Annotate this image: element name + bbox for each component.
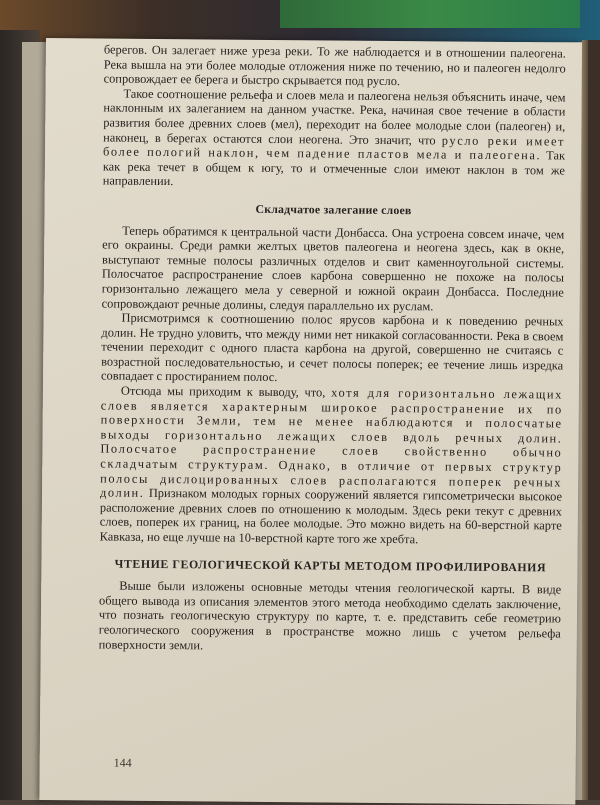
book-page [39, 38, 582, 805]
paragraph-text: Так как река течет в общем к югу, то и отмеченные слои имеют наклон в том же направлении. [102, 148, 566, 189]
section-heading: Складчатое залегание слоев [255, 201, 412, 218]
paragraph: берегов. Он залегает ниже уреза реки. То же наблюдается и в отношении палеогена. Река вышла на эти более молодые отложения ниже по течению, но и палеоген недолго сопровождает ее берега и быстро скрывается под русло. [103, 42, 566, 89]
background-right [588, 40, 600, 800]
paragraph-text: Признаком молодых горных сооружений является гипсометрически высокое расположение древних слоев по отношению к молодым. Здесь реки текут с древних слоев, поперек их границ, на более молодые. Это можно видеть на 60-верстной карте Кавказа, но еще лучше на 10-верстной карте того же хребта. [99, 486, 563, 547]
emphasized-text: русло реки имеет более пологий наклон, чем падение пластов мела и палеогена. [102, 133, 566, 163]
paragraph-text: Отсюда мы приходим к выводу, что, [120, 383, 326, 400]
emphasized-text: хотя для горизонтально лежащих слоев является характерным широкое распространение их по поверхности Земли, тем не менее наблюдаются и полосчатые выходы горизонтально лежащих слоев вдоль речных долин. Полосчатое распространение слоев свойственно обычно складчатым структурам. Однако, в отличие от первых структур полосы дислоцированных слоев располагаются поперек речных долин. [99, 385, 563, 501]
paragraph: Присмотримся к соотношению полос ярусов карбона и к поведению речных долин. Не трудно уловить, что между ними нет никакой согласованности. Река в своем течении переходит с одного пласта карбона на другой, совершенно не считаясь с возрастной последовательностью, и сечет полосы поперек; ее течение лишь изредка совпадает с простиранием полос. [100, 310, 564, 385]
paragraph [103, 86, 566, 192]
page-edge [582, 40, 588, 800]
background-green-book [280, 0, 580, 28]
page-number: 144 [113, 755, 132, 770]
section-heading: ЧТЕНИЕ ГЕОЛОГИЧЕСКОЙ КАРТЫ МЕТОДОМ ПРОФИЛИРОВАНИЯ [114, 556, 547, 574]
paragraph: Выше были изложены основные методы чтения геологической карты. В виде общего вывода из описания элементов этого метода необходимо сделать заключение, что познать геологическую структуру по карте, т. е. представить себе геометрию геологического сооружения в пространстве можно лишь с учетом рельефа поверхности земли. [98, 578, 562, 652]
paragraph: Теперь обратимся к центральной части Донбасса. Она устроена совсем иначе, чем его окраины. Среди рамки желтых цветов палеогена и неогена здесь, как в окне, выступают темные полосы различных отделов и свит каменноугольной системы. Полосчатое распространение слоев карбона совершенно не похоже на полосы горизонтально лежащего мела у северной и южной окраин Донбасса. Последние сопровождают речные долины, следуя параллельно их руслам. [101, 223, 565, 313]
paragraph [100, 384, 563, 549]
page-text [99, 43, 566, 656]
paragraph-text: Такое соотношение рельефа и слоев мела и палеогена нельзя объяснить иначе, чем наклонным их залеганием на данном участке. Река, начиная свое течение в области развития более древних слоев (мел), переходит на более молодые слои (палеоген) и, наконец, в берегах остаются слои неогена. Это значит, что [103, 86, 566, 147]
